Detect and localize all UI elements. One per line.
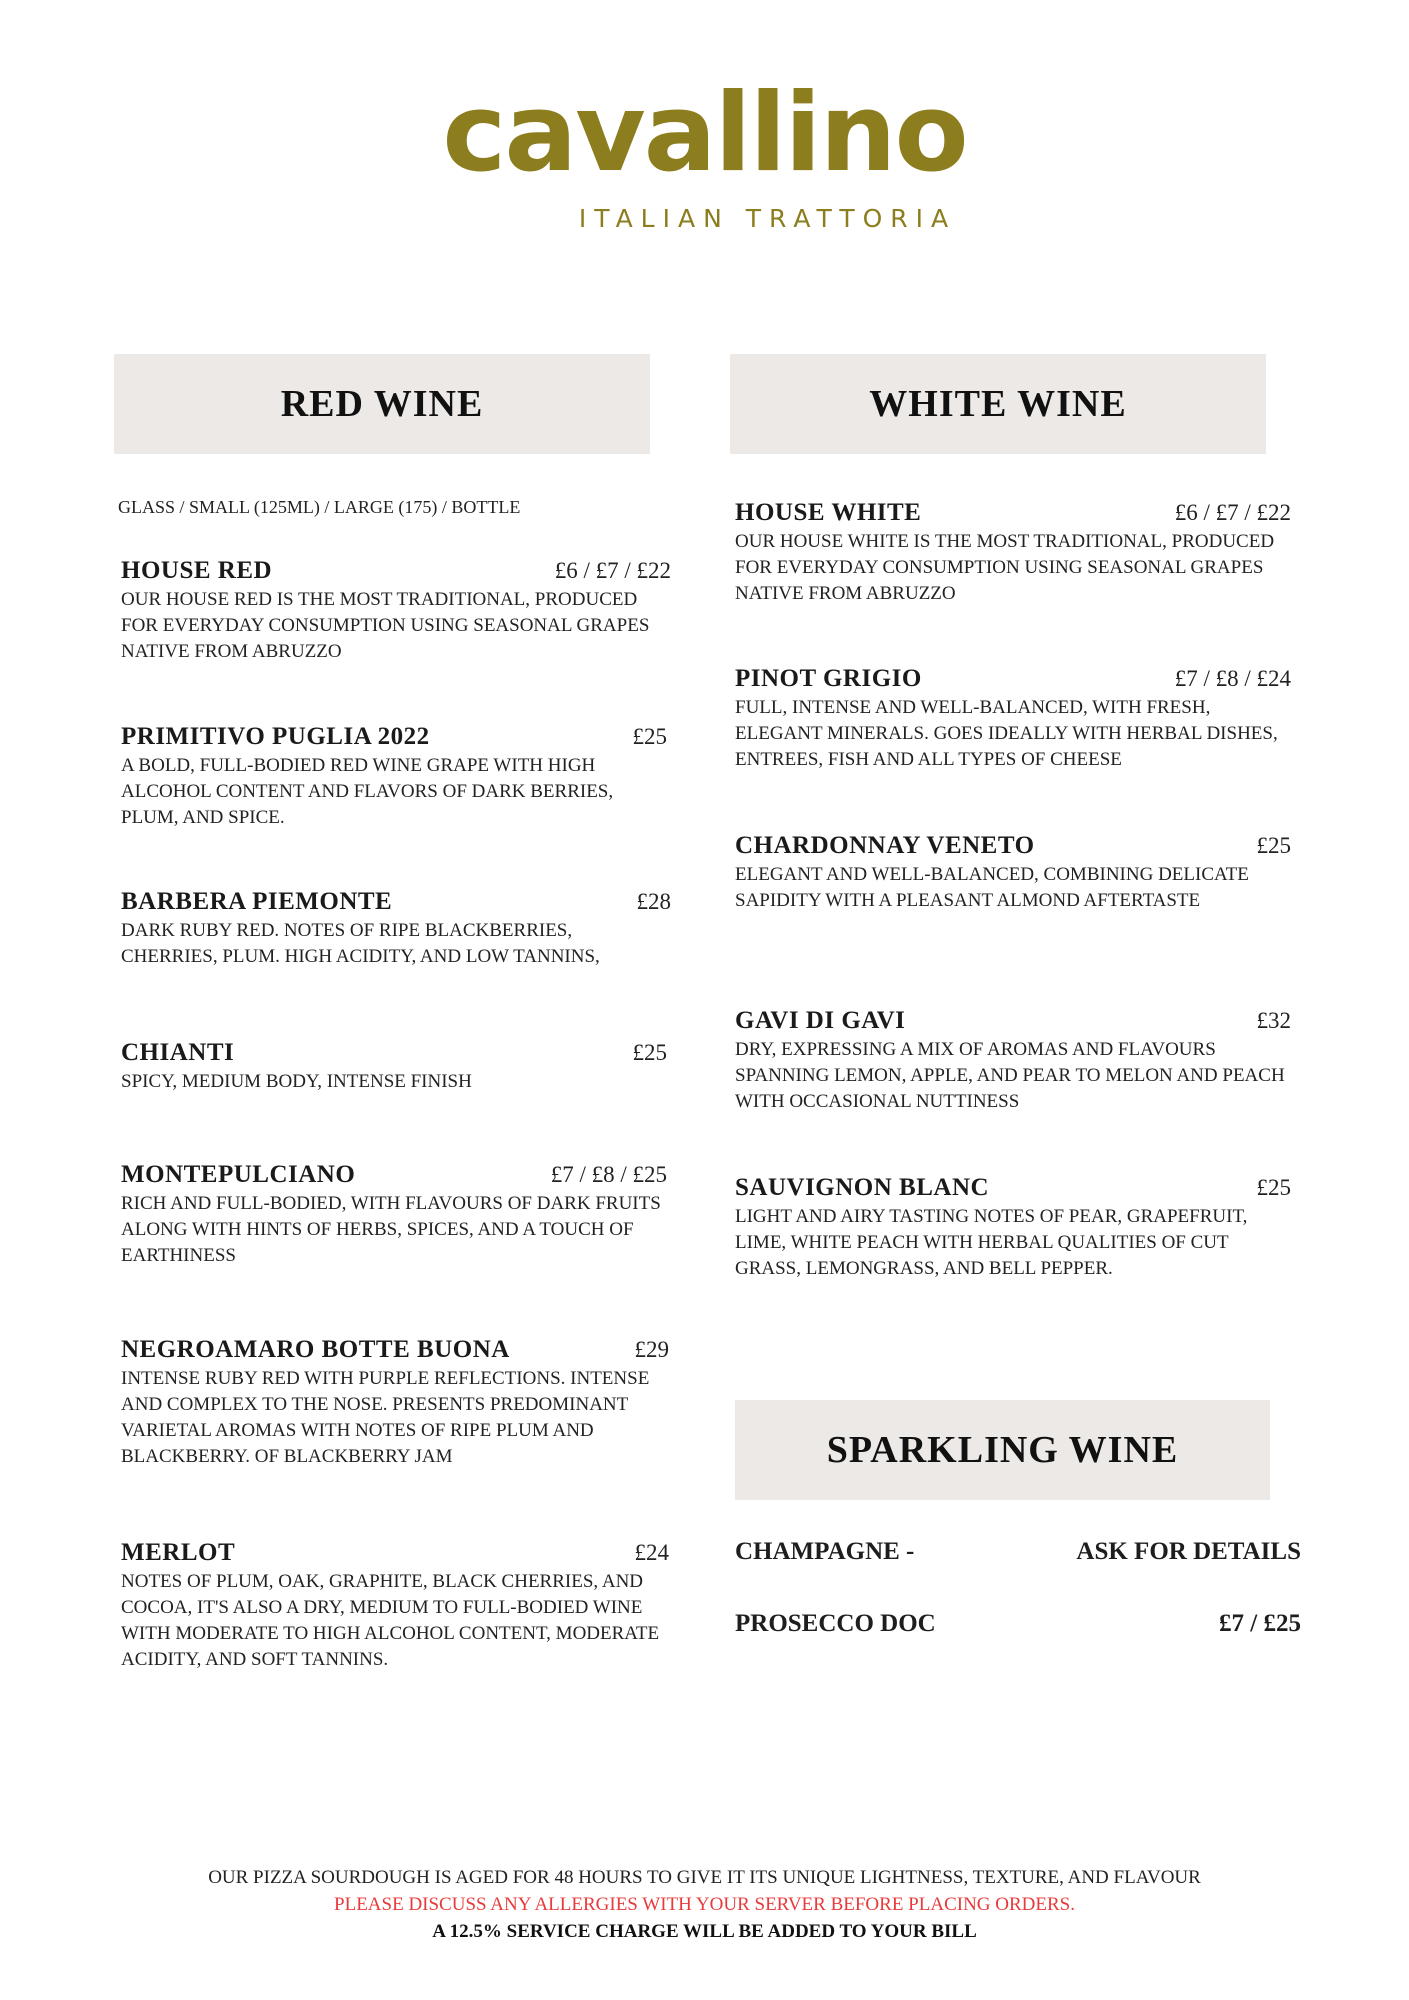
item-price: £25 <box>1256 833 1291 858</box>
menu-item-barbera-piemonte <box>121 888 671 970</box>
item-name: NEGROAMARO BOTTE BUONA <box>121 1336 510 1363</box>
menu-item-house-white <box>735 499 1291 607</box>
menu-item-chianti <box>121 1039 667 1095</box>
red-wine-header <box>114 354 650 454</box>
white-wine-title: WHITE WINE <box>869 383 1127 425</box>
item-price: £7 / £25 <box>1219 1610 1301 1637</box>
item-name: MONTEPULCIANO <box>121 1161 356 1188</box>
logo-subtitle: ITALIAN TRATTORIA <box>578 204 957 233</box>
item-price: £25 <box>1256 1175 1291 1200</box>
white-wine-header <box>730 354 1266 454</box>
item-price: ASK FOR DETAILS <box>1076 1538 1301 1565</box>
item-price: £25 <box>632 724 667 749</box>
item-description: NOTES OF PLUM, OAK, GRAPHITE, BLACK CHERRIES, AND COCOA, IT'S ALSO A DRY, MEDIUM TO FULL-BODIED WINE WITH MODERATE TO HIGH ALCOHOL CONTENT, MODERATE ACIDITY, AND SOFT TANNINS. <box>121 1571 660 1670</box>
item-price: £25 <box>632 1040 667 1065</box>
menu-item-pinot-grigio <box>735 665 1291 773</box>
item-name: CHARDONNAY VENETO <box>735 832 1035 859</box>
item-name: HOUSE RED <box>121 557 273 584</box>
footer-sourdough-note: OUR PIZZA SOURDOUGH IS AGED FOR 48 HOURS TO GIVE IT ITS UNIQUE LIGHTNESS, TEXTURE, AND FLAVOUR <box>208 1867 1201 1888</box>
menu-item-prosecco-doc <box>735 1610 1301 1638</box>
menu-item-chardonnay-veneto <box>735 832 1291 914</box>
item-name: MERLOT <box>121 1539 236 1566</box>
item-name: SAUVIGNON BLANC <box>735 1174 990 1201</box>
item-description: RICH AND FULL-BODIED, WITH FLAVOURS OF DARK FRUITS ALONG WITH HINTS OF HERBS, SPICES, AND A TOUCH OF EARTHINESS <box>121 1193 661 1266</box>
sparkling-wine-title: SPARKLING WINE <box>826 1429 1179 1471</box>
item-description: DARK RUBY RED. NOTES OF RIPE BLACKBERRIES, CHERRIES, PLUM. HIGH ACIDITY, AND LOW TANNINS, <box>121 920 600 967</box>
item-name: CHAMPAGNE - <box>735 1538 915 1565</box>
item-name: PROSECCO DOC <box>735 1610 936 1637</box>
item-price: £7 / £8 / £24 <box>1174 666 1291 691</box>
item-description: OUR HOUSE RED IS THE MOST TRADITIONAL, PRODUCED FOR EVERYDAY CONSUMPTION USING SEASONAL GRAPES NATIVE FROM ABRUZZO <box>121 589 650 662</box>
menu-item-negroamaro <box>121 1336 669 1470</box>
menu-item-montepulciano <box>121 1161 667 1269</box>
item-price: £6 / £7 / £22 <box>1174 500 1291 525</box>
menu-item-primitivo-puglia <box>121 723 667 831</box>
item-description: INTENSE RUBY RED WITH PURPLE REFLECTIONS. INTENSE AND COMPLEX TO THE NOSE. PRESENTS PREDOMINANT VARIETAL AROMAS WITH NOTES OF RIPE PLUM AND BLACKBERRY. OF BLACKBERRY JAM <box>121 1368 650 1467</box>
item-price: £7 / £8 / £25 <box>550 1162 667 1187</box>
footer-allergy-warning: PLEASE DISCUSS ANY ALLERGIES WITH YOUR SERVER BEFORE PLACING ORDERS. <box>334 1894 1075 1915</box>
item-price: £24 <box>634 1540 669 1565</box>
menu-item-gavi-di-gavi <box>735 1007 1291 1115</box>
menu-item-house-red <box>121 557 671 665</box>
item-description: A BOLD, FULL-BODIED RED WINE GRAPE WITH HIGH ALCOHOL CONTENT AND FLAVORS OF DARK BERRIES, PLUM, AND SPICE. <box>121 755 614 828</box>
restaurant-logo <box>0 71 1409 233</box>
menu-item-merlot <box>121 1539 669 1673</box>
menu-item-sauvignon-blanc <box>735 1174 1291 1282</box>
item-price: £32 <box>1256 1008 1291 1033</box>
item-name: BARBERA PIEMONTE <box>121 888 393 915</box>
item-description: SPICY, MEDIUM BODY, INTENSE FINISH <box>121 1071 472 1092</box>
item-description: OUR HOUSE WHITE IS THE MOST TRADITIONAL, PRODUCED FOR EVERYDAY CONSUMPTION USING SEASONAL GRAPES NATIVE FROM ABRUZZO <box>735 531 1275 604</box>
glass-size-note: GLASS / SMALL (125ML) / LARGE (175) / BOTTLE <box>118 497 521 517</box>
item-description: FULL, INTENSE AND WELL-BALANCED, WITH FRESH, ELEGANT MINERALS. GOES IDEALLY WITH HERBAL DISHES, ENTREES, FISH AND ALL TYPES OF CHEESE <box>735 697 1278 770</box>
item-price: £28 <box>636 889 671 914</box>
sparkling-wine-header <box>735 1400 1270 1500</box>
item-name: PINOT GRIGIO <box>735 665 922 692</box>
footer-service-charge: A 12.5% SERVICE CHARGE WILL BE ADDED TO YOUR BILL <box>432 1921 977 1942</box>
item-description: ELEGANT AND WELL-BALANCED, COMBINING DELICATE SAPIDITY WITH A PLEASANT ALMOND AFTERTASTE <box>735 864 1249 911</box>
item-description: DRY, EXPRESSING A MIX OF AROMAS AND FLAVOURS SPANNING LEMON, APPLE, AND PEAR TO MELON AND PEACH WITH OCCASIONAL NUTTINESS <box>735 1039 1285 1112</box>
item-name: GAVI DI GAVI <box>735 1007 906 1034</box>
item-description: LIGHT AND AIRY TASTING NOTES OF PEAR, GRAPEFRUIT, LIME, WHITE PEACH WITH HERBAL QUALITIES OF CUT GRASS, LEMONGRASS, AND BELL PEPPER. <box>735 1206 1248 1279</box>
menu-item-champagne <box>735 1538 1301 1566</box>
logo-wordmark: cavallino <box>442 71 967 196</box>
item-price: £6 / £7 / £22 <box>554 558 671 583</box>
item-price: £29 <box>634 1337 669 1362</box>
item-name: PRIMITIVO PUGLIA 2022 <box>121 723 430 750</box>
item-name: CHIANTI <box>121 1039 235 1066</box>
red-wine-title: RED WINE <box>280 383 484 425</box>
item-name: HOUSE WHITE <box>735 499 922 526</box>
